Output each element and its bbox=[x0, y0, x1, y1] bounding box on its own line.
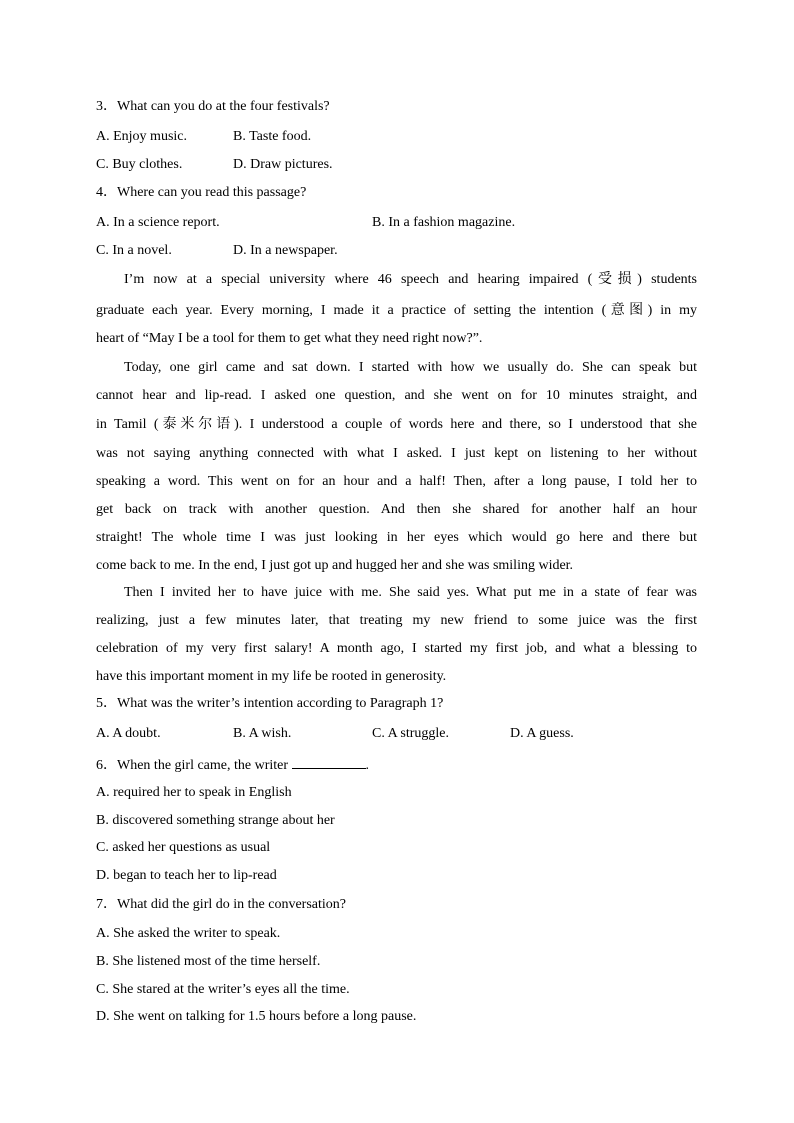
question-4-option-a: A. In a science report. bbox=[96, 215, 220, 230]
question-5-stem: 5．What was the writer’s intention according to Paragraph 1? bbox=[96, 696, 444, 711]
question-5-option-b: B. A wish. bbox=[233, 726, 292, 741]
question-7-stem: 7．What did the girl do in the conversation? bbox=[96, 897, 346, 912]
passage-line: speaking a word. This went on for an hour and a half! Then, after a long pause, I told her to bbox=[96, 474, 697, 489]
passage-line: heart of “May I be a tool for them to get what they need right now?”. bbox=[96, 331, 483, 346]
question-4-stem: 4．Where can you read this passage? bbox=[96, 185, 307, 200]
passage-line: cannot hear and lip-read. I asked one question, and she went on for 10 minutes straight, and bbox=[96, 388, 697, 403]
question-3-option-c: C. Buy clothes. bbox=[96, 157, 183, 172]
question-4-option-d: D. In a newspaper. bbox=[233, 243, 338, 258]
question-6-option-d: D. began to teach her to lip-read bbox=[96, 868, 277, 883]
question-4-option-c: C. In a novel. bbox=[96, 243, 172, 258]
question-5-option-a: A. A doubt. bbox=[96, 726, 161, 741]
question-5-option-c: C. A struggle. bbox=[372, 726, 450, 741]
passage-line: I’m now at a special university where 46 speech and hearing impaired (受损) students bbox=[124, 272, 697, 287]
passage-line: in Tamil (泰米尔语). I understood a couple of words here and there, so I understood that she bbox=[96, 417, 697, 432]
passage-line: was not saying anything connected with what I asked. I just kept on listening to her without bbox=[96, 446, 697, 461]
question-7-option-d: D. She went on talking for 1.5 hours before a long pause. bbox=[96, 1009, 417, 1024]
question-6-stem bbox=[96, 754, 369, 775]
question-6-option-a: A. required her to speak in English bbox=[96, 785, 292, 800]
question-6-stem-text: 6．When the girl came, the writer bbox=[96, 758, 289, 773]
passage-paragraph-2 bbox=[96, 359, 697, 585]
question-3-option-d: D. Draw pictures. bbox=[233, 157, 333, 172]
question-6-option-c: C. asked her questions as usual bbox=[96, 840, 271, 855]
passage-line: Today, one girl came and sat down. I started with how we usually do. She can speak but bbox=[124, 360, 697, 375]
passage-line: Then I invited her to have juice with me. She said yes. What put me in a state of fear was bbox=[124, 585, 697, 600]
question-3-option-b: B. Taste food. bbox=[233, 129, 312, 144]
question-6-option-b: B. discovered something strange about her bbox=[96, 813, 335, 828]
question-3-stem: 3．What can you do at the four festivals? bbox=[96, 99, 330, 114]
question-7-option-b: B. She listened most of the time herself. bbox=[96, 954, 321, 969]
passage-line: come back to me. In the end, I just got up and hugged her and she was smiling wider. bbox=[96, 558, 574, 573]
passage-paragraph-3 bbox=[96, 584, 697, 696]
question-4-option-b: B. In a fashion magazine. bbox=[372, 215, 516, 230]
question-7-option-a: A. She asked the writer to speak. bbox=[96, 926, 281, 941]
passage-line: graduate each year. Every morning, I made it a practice of setting the intention (意图) in my bbox=[96, 303, 697, 318]
passage-line: straight! The whole time I was just looking in her eyes which would go here and there but bbox=[96, 530, 697, 545]
answer-blank bbox=[292, 754, 366, 769]
passage-paragraph-1 bbox=[96, 271, 697, 358]
passage-line: get back on track with another question. And then she shared for another half an hour bbox=[96, 502, 697, 517]
question-7-option-c: C. She stared at the writer’s eyes all the time. bbox=[96, 982, 350, 997]
question-6-stem-end: . bbox=[365, 758, 370, 773]
passage-line: realizing, just a few minutes later, that treating my new friend to some juice was the first bbox=[96, 613, 697, 628]
question-3-option-a: A. Enjoy music. bbox=[96, 129, 187, 144]
question-5-option-d: D. A guess. bbox=[510, 726, 574, 741]
passage-line: celebration of my very first salary! A month ago, I started my first job, and what a blessing to bbox=[96, 641, 697, 656]
passage-line: have this important moment in my life be rooted in generosity. bbox=[96, 669, 447, 684]
